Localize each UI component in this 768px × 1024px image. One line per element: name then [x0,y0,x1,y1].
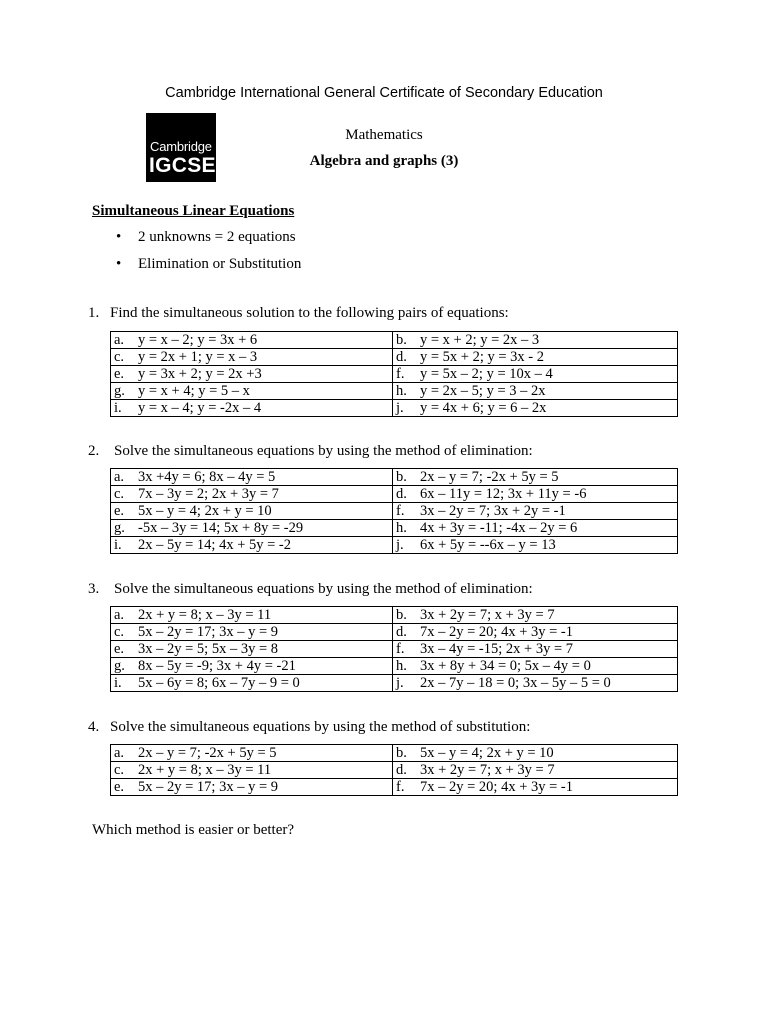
question-prompt-4 [88,719,530,736]
item-label: e. [114,503,125,519]
equation-text: 3x – 4y = -15; 2x + 3y = 7 [420,641,574,657]
equation-cell [393,366,678,383]
item-label: b. [396,469,407,485]
table-row [111,641,678,658]
item-label: g. [114,383,125,399]
equation-text: 3x + 2y = 7; x + 3y = 7 [420,762,555,778]
item-label: g. [114,658,125,674]
equation-text: 7x – 2y = 20; 4x + 3y = -1 [420,624,574,640]
question-text: Solve the simultaneous equations by using the method of elimination: [114,443,533,459]
item-label: b. [396,607,407,623]
equation-cell [111,400,393,417]
question-text: Solve the simultaneous equations by using the method of substitution: [110,719,531,735]
equation-cell [393,537,678,554]
equations-table-4 [110,744,678,796]
equation-cell [393,469,678,486]
equation-cell [393,762,678,779]
question-prompt-2 [88,443,533,460]
item-label: d. [396,762,407,778]
table-row [111,366,678,383]
equation-text: 3x – 2y = 5; 5x – 3y = 8 [138,641,279,657]
equation-text: 5x – 6y = 8; 6x – 7y – 9 = 0 [138,675,300,691]
equation-text: 5x – y = 4; 2x + y = 10 [138,503,272,519]
equation-text: 7x – 3y = 2; 2x + 3y = 7 [138,486,279,502]
equation-cell [111,537,393,554]
item-label: d. [396,624,407,640]
equation-cell [111,641,393,658]
item-label: i. [114,675,122,691]
equation-cell [111,383,393,400]
equation-cell [393,383,678,400]
item-label: c. [114,349,125,365]
equation-cell [393,486,678,503]
table-row [111,762,678,779]
question-number: 4. [88,719,100,735]
item-label: h. [396,383,407,399]
equation-text: 3x +4y = 6; 8x – 4y = 5 [138,469,276,485]
equation-text: y = 2x – 5; y = 3 – 2x [420,383,546,399]
equation-text: 5x – y = 4; 2x + y = 10 [420,745,554,761]
table-row [111,503,678,520]
item-label: e. [114,366,125,382]
item-label: c. [114,486,125,502]
bullet-text: Elimination or Substitution [138,256,302,272]
equation-cell [393,641,678,658]
question-text: Find the simultaneous solution to the following pairs of equations: [110,305,509,321]
item-label: e. [114,779,125,795]
section-heading: Simultaneous Linear Equations [92,203,295,219]
bullet-item [116,229,296,246]
equation-cell [111,366,393,383]
table-row [111,332,678,349]
equation-text: 8x – 5y = -9; 3x + 4y = -21 [138,658,296,674]
item-label: c. [114,624,125,640]
equation-text: -5x – 3y = 14; 5x + 8y = -29 [138,520,304,536]
table-row [111,486,678,503]
question-number: 1. [88,305,100,321]
item-label: d. [396,349,407,365]
equation-text: y = x + 2; y = 2x – 3 [420,332,540,348]
item-label: a. [114,607,125,623]
table-row [111,469,678,486]
table-row [111,349,678,366]
equation-text: 5x – 2y = 17; 3x – y = 9 [138,779,279,795]
equation-text: 2x – 5y = 14; 4x + 5y = -2 [138,537,292,553]
bullet-text: 2 unknowns = 2 equations [138,229,296,245]
equation-text: 4x + 3y = -11; -4x – 2y = 6 [420,520,578,536]
equations-table-2 [110,468,678,554]
equation-cell [393,779,678,796]
page-header: Cambridge International General Certificate of Secondary Education [165,85,603,101]
equation-cell [393,624,678,641]
equation-cell [111,779,393,796]
equation-cell [393,400,678,417]
item-label: j. [396,400,404,416]
logo-line-cambridge: Cambridge [150,139,212,154]
table-row [111,779,678,796]
equation-text: y = 5x + 2; y = 3x - 2 [420,349,545,365]
cambridge-igcse-logo [146,113,216,182]
item-label: f. [396,641,405,657]
equation-cell [393,607,678,624]
equation-cell [111,520,393,537]
equation-text: 6x + 5y = --6x – y = 13 [420,537,556,553]
equation-cell [111,503,393,520]
item-label: i. [114,400,122,416]
item-label: f. [396,366,405,382]
question-prompt-3 [88,581,533,598]
equation-cell [111,624,393,641]
equation-cell [111,745,393,762]
bullet-dot: • [116,229,122,245]
item-label: f. [396,503,405,519]
item-label: h. [396,658,407,674]
equation-text: 3x + 2y = 7; x + 3y = 7 [420,607,555,623]
equation-text: 7x – 2y = 20; 4x + 3y = -1 [420,779,574,795]
item-label: c. [114,762,125,778]
table-row [111,520,678,537]
bullet-dot: • [116,256,122,272]
equation-text: 3x + 8y + 34 = 0; 5x – 4y = 0 [420,658,591,674]
topic-title: Algebra and graphs (3) [309,153,459,169]
equation-cell [111,486,393,503]
item-label: a. [114,745,125,761]
table-row [111,607,678,624]
equation-text: 5x – 2y = 17; 3x – y = 9 [138,624,279,640]
equation-text: 2x + y = 8; x – 3y = 11 [138,762,272,778]
equation-cell [111,332,393,349]
equation-cell [111,469,393,486]
table-row [111,624,678,641]
equation-cell [393,658,678,675]
equation-cell [393,675,678,692]
question-number: 2. [88,443,100,459]
item-label: j. [396,537,404,553]
equation-cell [393,520,678,537]
equation-text: 3x – 2y = 7; 3x + 2y = -1 [420,503,566,519]
question-prompt-1 [88,305,509,322]
question-text: Solve the simultaneous equations by using the method of elimination: [114,581,533,597]
equation-text: y = x – 2; y = 3x + 6 [138,332,258,348]
equation-text: y = x + 4; y = 5 – x [138,383,250,399]
equation-text: 6x – 11y = 12; 3x + 11y = -6 [420,486,587,502]
equation-text: 2x – y = 7; -2x + 5y = 5 [420,469,559,485]
equation-text: y = x – 4; y = -2x – 4 [138,400,262,416]
table-row [111,383,678,400]
question-number: 3. [88,581,100,597]
table-row [111,745,678,762]
equation-cell [393,332,678,349]
equation-cell [393,745,678,762]
equation-text: y = 3x + 2; y = 2x +3 [138,366,262,382]
equation-cell [111,349,393,366]
item-label: a. [114,469,125,485]
equations-table-3 [110,606,678,692]
equation-text: y = 4x + 6; y = 6 – 2x [420,400,547,416]
equation-text: 2x + y = 8; x – 3y = 11 [138,607,272,623]
equation-cell [111,658,393,675]
bullet-item [116,256,301,273]
equations-table-1 [110,331,678,417]
table-row [111,658,678,675]
item-label: g. [114,520,125,536]
equation-text: y = 5x – 2; y = 10x – 4 [420,366,553,382]
item-label: h. [396,520,407,536]
table-row [111,675,678,692]
table-row [111,400,678,417]
table-row [111,537,678,554]
equation-text: y = 2x + 1; y = x – 3 [138,349,258,365]
item-label: d. [396,486,407,502]
item-label: e. [114,641,125,657]
subject-title: Mathematics [345,127,423,143]
item-label: a. [114,332,125,348]
item-label: i. [114,537,122,553]
equation-cell [111,675,393,692]
item-label: b. [396,745,407,761]
equation-text: 2x – y = 7; -2x + 5y = 5 [138,745,277,761]
equation-cell [393,349,678,366]
equation-cell [111,762,393,779]
closing-question: Which method is easier or better? [92,822,295,838]
logo-line-igcse: IGCSE [149,154,216,177]
item-label: b. [396,332,407,348]
equation-text: 2x – 7y – 18 = 0; 3x – 5y – 5 = 0 [420,675,611,691]
item-label: j. [396,675,404,691]
equation-cell [393,503,678,520]
item-label: f. [396,779,405,795]
equation-cell [111,607,393,624]
